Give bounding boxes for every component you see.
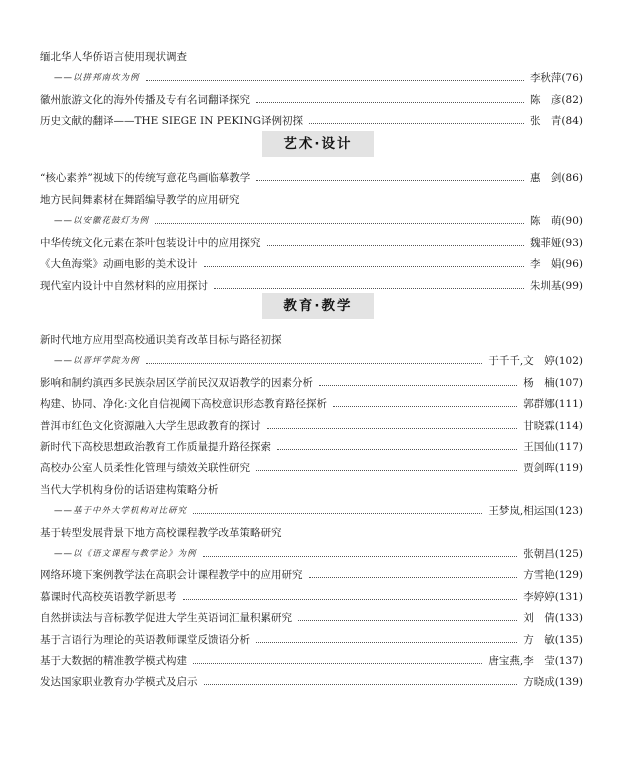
toc-title: 慕课时代高校英语教学新思考	[40, 590, 177, 603]
toc-entry-row	[40, 393, 583, 411]
toc-author-page: 陈 萌(90)	[529, 215, 583, 227]
dot-leader	[146, 80, 524, 81]
toc-author-page: 李婷婷(131)	[523, 590, 583, 603]
dot-leader	[298, 620, 517, 621]
dot-leader	[309, 577, 518, 578]
toc-title: 历史文献的翻译——THE SIEGE IN PEKING译例初探	[40, 114, 304, 127]
toc-author-page: 惠 剑(86)	[529, 172, 583, 184]
toc-subtitle-row	[54, 67, 583, 85]
toc-entry-row	[40, 415, 583, 433]
dot-leader	[193, 513, 482, 514]
dot-leader	[204, 266, 524, 267]
toc-title: 发达国家职业教育办学模式及启示	[40, 676, 198, 689]
toc-subtitle-row	[54, 350, 583, 368]
toc-author-page: 于千千,文 婷(102)	[488, 355, 583, 368]
toc-title: 新时代下高校思想政治教育工作质量提升路径探索	[40, 441, 271, 453]
toc-entry-row	[40, 110, 583, 128]
dot-leader	[183, 599, 518, 600]
toc-author-page: 郭群娜(111)	[523, 398, 583, 411]
toc-author-page: 王国仙(117)	[523, 441, 583, 453]
toc-title: “核心素养”视域下的传统写意花鸟画临摹教学	[40, 172, 251, 184]
toc-title: 新时代地方应用型高校通识美育改革目标与路径初探	[40, 334, 282, 346]
toc-subtitle: ——以安徽花鼓灯为例	[54, 216, 150, 226]
dot-leader	[256, 180, 524, 181]
dot-leader	[256, 102, 524, 103]
dot-leader	[256, 470, 517, 471]
toc-author-page: 甘晓霖(114)	[523, 419, 583, 432]
toc-title: 《大鱼海棠》动画电影的美术设计	[40, 258, 198, 270]
toc-title: 现代室内设计中自然材料的应用探讨	[40, 279, 208, 292]
toc-entry-row	[40, 189, 583, 207]
toc-author-page: 贾剑晖(119)	[523, 462, 583, 475]
toc-title: 基于言语行为理论的英语教师课堂反馈语分析	[40, 633, 250, 646]
dot-leader	[256, 642, 517, 643]
dot-leader	[267, 428, 518, 429]
toc-author-page: 张 青(84)	[529, 114, 583, 127]
toc-entry-row	[40, 167, 583, 185]
toc-entry-row	[40, 436, 583, 454]
dot-leader	[319, 385, 517, 386]
toc-title: 缅北华人华侨语言使用现状调查	[40, 51, 187, 63]
toc-author-page: 方晓成(139)	[523, 676, 583, 689]
toc-title: 基于大数据的精准教学模式构建	[40, 655, 187, 667]
toc-title: 基于转型发展背景下地方高校课程教学改革策略研究	[40, 526, 282, 539]
toc-entry-row	[40, 607, 583, 625]
toc-entry-row	[40, 329, 583, 347]
dot-leader	[277, 449, 517, 450]
toc-title: 当代大学机构身份的话语建构策略分析	[40, 483, 219, 496]
dot-leader	[309, 123, 524, 124]
toc-subtitle-row	[54, 210, 583, 228]
toc-entry-row	[40, 275, 583, 293]
dot-leader	[267, 245, 524, 246]
toc-author-page: 方 敏(135)	[523, 633, 583, 646]
toc-entry-row	[40, 89, 583, 107]
toc-title: 网络环境下案例教学法在高职会计课程教学中的应用研究	[40, 569, 303, 582]
dot-leader	[204, 684, 518, 685]
toc-entry-row	[40, 372, 583, 390]
toc-author-page: 李 娟(96)	[529, 258, 583, 270]
toc-title: 徽州旅游文化的海外传播及专有名词翻译探究	[40, 93, 250, 106]
toc-entry-row	[40, 232, 583, 250]
toc-entry-row	[40, 522, 583, 540]
toc-author-page: 李秋萍(76)	[529, 72, 583, 85]
toc-subtitle: ——以拼邦南坎为例	[54, 73, 140, 84]
toc-author-page: 朱圳基(99)	[529, 279, 583, 292]
toc-author-page: 张朝昌(125)	[523, 548, 583, 560]
dot-leader	[203, 556, 518, 557]
toc-entry-row	[40, 457, 583, 475]
toc-author-page: 唐宝燕,李 莹(137)	[488, 655, 583, 667]
toc-subtitle-row	[54, 500, 583, 518]
toc-author-page: 魏菲娅(93)	[529, 236, 583, 249]
section-heading-art-design: 艺术·设计	[262, 131, 374, 157]
dot-leader	[214, 288, 524, 289]
toc-title: 影响和制约滇西多民族杂居区学前民汉双语教学的因素分析	[40, 376, 313, 389]
toc-entry-row	[40, 586, 583, 604]
dot-leader	[333, 406, 517, 407]
toc-title: 构建、协同、净化:文化自信视阈下高校意识形态教育路径探析	[40, 398, 328, 411]
toc-entry-row	[40, 564, 583, 582]
toc-author-page: 陈 彦(82)	[529, 93, 583, 106]
toc-entry-row	[40, 671, 583, 689]
toc-subtitle-row	[54, 543, 583, 561]
toc-author-page: 刘 倩(133)	[523, 612, 583, 625]
dot-leader	[193, 663, 482, 664]
toc-subtitle: ——以晋坪学院为例	[54, 356, 140, 367]
dot-leader	[155, 223, 524, 224]
toc-title: 地方民间舞素材在舞蹈编导教学的应用研究	[40, 193, 240, 206]
toc-subtitle: ——以《语文课程与教学论》为例	[54, 549, 197, 559]
toc-entry-row	[40, 629, 583, 647]
toc-entry-row	[40, 253, 583, 271]
section-heading-education: 教育·教学	[262, 293, 374, 319]
toc-author-page: 王梦岚,相运国(123)	[488, 505, 583, 518]
toc-subtitle: ——基于中外大学机构对比研究	[54, 506, 188, 517]
toc-title: 中华传统文化元素在茶叶包装设计中的应用探究	[40, 236, 261, 249]
toc-author-page: 方雪艳(129)	[523, 569, 583, 582]
toc-title: 高校办公室人员柔性化管理与绩效关联性研究	[40, 462, 250, 475]
toc-entry-row	[40, 650, 583, 668]
dot-leader	[146, 363, 483, 364]
toc-title: 普洱市红色文化资源融入大学生思政教育的探讨	[40, 419, 261, 432]
toc-entry-row	[40, 46, 583, 64]
toc-title: 自然拼读法与音标教学促进大学生英语词汇量积累研究	[40, 612, 292, 625]
toc-entry-row	[40, 479, 583, 497]
toc-author-page: 杨 楠(107)	[523, 376, 583, 389]
